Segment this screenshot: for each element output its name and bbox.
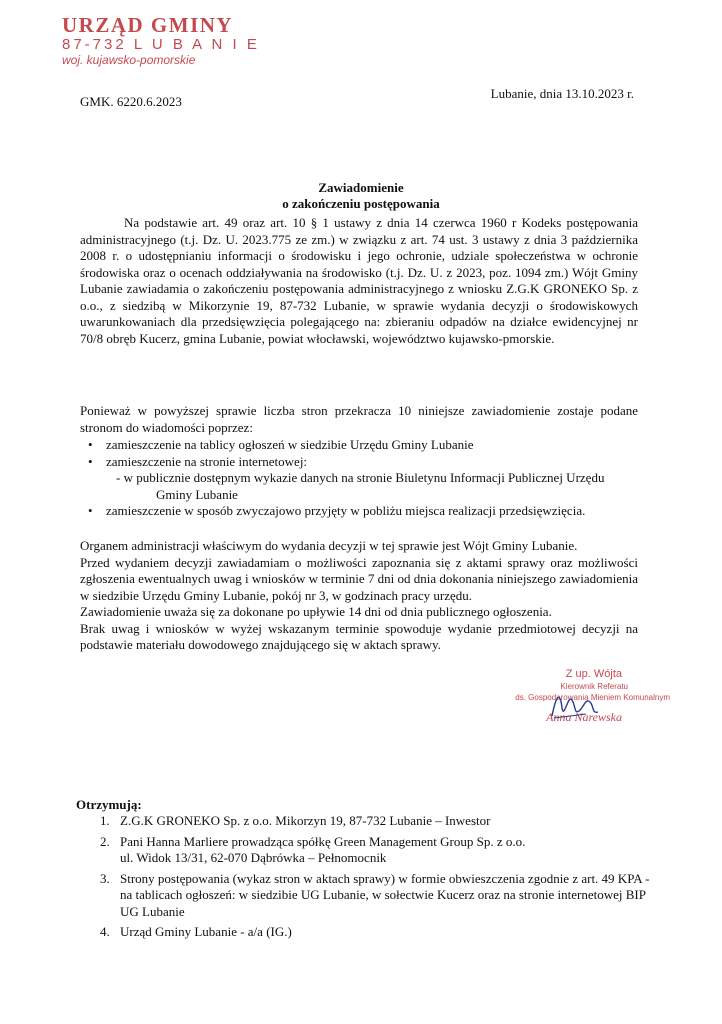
sub-item: - w publicznie dostępnym wykazie danych na stronie Biuletynu Informacji Publicznej Urzędu [116,470,605,485]
stamp-postal-code: 87-732 L U B A N I E [62,36,260,53]
procedure-line-4: Brak uwag i wniosków w wyżej wskazanym terminie spowoduje wydanie przedmiotowej decyzji na podstawie materiału dowodowego znajdującego się w aktach sprawy. [80,620,638,652]
stamp-voivodeship: woj. kujawsko-pomorskie [62,53,196,67]
paragraph-notification-method: Ponieważ w powyższej sprawie liczba stron przekracza 10 niniejsze zawiadomienie zostaje podane stronom do wiadomości poprzez: [80,403,638,435]
bullet-text: zamieszczenie na tablicy ogłoszeń w siedzibie Urzędu Gminy Lubanie [106,437,474,452]
notification-methods-list [80,437,640,520]
paragraph-procedure-info [80,538,638,654]
recipient-text: Z.G.K GRONEKO Sp. z o.o. Mikorzyn 19, 87-732 Lubanie – Inwestor [120,813,491,828]
stamp-office-name: URZĄD GMINY [62,13,234,37]
procedure-line-2: Przed wydaniem decyzji zawiadamiam o możliwości zapoznania się z aktami sprawy oraz możliwości zgłoszenia ewentualnych uwag i wniosków w terminie 7 dni od dnia dokonania niniejszego zawiadomienia w siedzibie Urzędu Gminy Lubanie, pokój nr 3, w godzinach pracy urzędu. [80,554,638,603]
recipient-text: Urząd Gminy Lubanie - a/a (IG.) [120,924,292,939]
item-number: 3. [100,870,110,886]
paragraph-legal-basis: Na podstawie art. 49 oraz art. 10 § 1 ustawy z dnia 14 czerwca 1960 r Kodeks postępowania administracyjnego (t.j. Dz. U. 2023.775 ze zm.) w związku z art. 74 ust. 3 ustawy z dnia 3 października 2008 r. o udostępnianiu informacji o środowisku i jego ochronie, udziale społeczeństwa w ochronie środowiska oraz o ocenach oddziaływania na środowisko (t.j. Dz. U. z 2023, poz. 1094 zm.) Wójt Gminy Lubanie zawiadamia o zakończeniu postępowania administracyjnego z wniosku Z.G.K GRONEKO Sp. z o.o., z siedzibą w Mikorzynie 19, 87-732 Lubanie, w sprawie wydania decyzji o środowiskowych uwarunkowaniach dla przedsięwzięcia polegającego na: zbieraniu odpadów na działce ewidencyjnej nr 70/8 obręb Kucerz, gmina Lubanie, powiat włocławski, województwo kujawsko-pmorskie. [80,215,638,346]
list-item [80,871,650,921]
list-item [80,454,640,504]
bullet-text: • zamieszczenie na stronie internetowej: [106,453,308,469]
signature-department: ds. Gospodarowania Mieniem Komunalnym [515,693,670,702]
item-number: 2. [100,833,110,849]
document-title [0,180,722,212]
office-stamp [62,14,260,67]
signature-name: Anna Narewska [546,710,622,724]
list-item [80,813,650,830]
list-item [80,924,650,941]
procedure-line-1: Organem administracji właściwym do wydania decyzji w tej sprawie jest Wójt Gminy Lubanie. [80,538,578,553]
reference-number: GMK. 6220.6.2023 [80,94,182,109]
list-item [80,437,640,454]
handwritten-signature-icon [546,686,606,726]
recipients-list [80,813,650,945]
recipients-heading: Otrzymują: [76,797,142,812]
recipient-text: Strony postępowania (wykaz stron w aktach sprawy) w formie obwieszczenia zgodnie z art. 49 KPA - na tablicach ogłoszeń: w siedzibie UG Lubanie, w sołectwie Kucerz oraz na stronie internetowej BIP UG Lubanie [120,870,650,919]
signature-authority: Z up. Wójta [565,668,622,680]
sub-item-continuation: Gminy Lubanie [156,486,238,502]
list-item [80,503,640,520]
bullet-text: zamieszczenie w sposób zwyczajowo przyjęty w pobliżu miejsca realizacji przedsięwzięcia. [106,503,586,518]
signature-position: Kierownik Referatu [560,682,628,691]
recipient-text: Pani Hanna Marliere prowadząca spółkę Green Management Group Sp. z o.o. [120,833,526,849]
recipient-address: ul. Widok 13/31, 62-070 Dąbrówka – Pełnomocnik [120,850,387,865]
list-item [80,834,650,867]
item-number: 4. [100,924,110,939]
title-line-1: Zawiadomienie [318,180,404,195]
title-line-2: o zakończeniu postępowania [282,196,440,211]
item-number: 1. [100,813,110,828]
place-and-date: Lubanie, dnia 13.10.2023 r. [490,86,634,101]
procedure-line-3: Zawiadomienie uważa się za dokonane po upływie 14 dni od dnia publicznego ogłoszenia. [80,604,552,619]
